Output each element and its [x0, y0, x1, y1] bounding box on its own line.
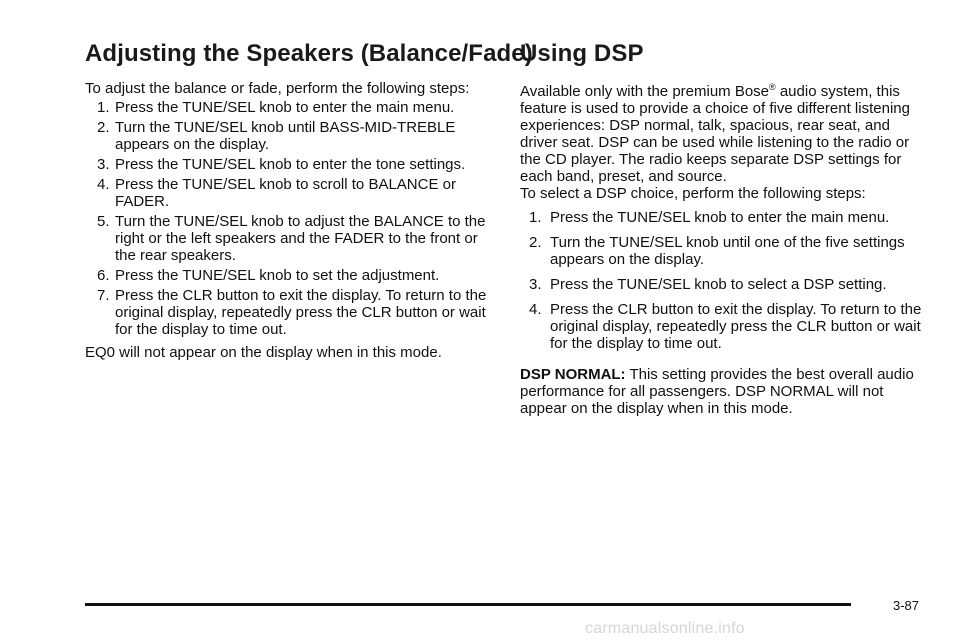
dsp-intro-steps: To select a DSP choice, perform the following steps: — [520, 185, 866, 202]
footer-rule — [85, 603, 851, 606]
eq0-note: EQ0 will not appear on the display when in this mode. — [85, 344, 442, 361]
registered-mark: ® — [769, 82, 776, 92]
watermark: carmanualsonline.info — [585, 620, 745, 637]
list-item: 1. Press the TUNE/SEL knob to enter the main menu. — [97, 99, 455, 116]
section-heading-balance-fade: Adjusting the Speakers (Balance/Fade) — [85, 40, 533, 67]
left-column — [85, 40, 533, 361]
dsp-intro: Available only with the premium Bose® audio system, this feature is used to provide a choice of five different listening experiences: DSP normal, talk, spacious, rear seat, and driver seat. DSP can be used while listening to the radio or the CD player. The radio keeps separate DSP settings for each band, preset, and source. — [520, 82, 910, 185]
list-item: 1. Press the TUNE/SEL knob to enter the main menu. — [529, 209, 890, 226]
list-item: 3. Press the TUNE/SEL knob to enter the tone settings. — [97, 156, 466, 173]
right-column — [520, 40, 930, 417]
dsp-normal-label: DSP NORMAL: — [520, 366, 626, 383]
list-item: 4. Press the CLR button to exit the display. To return to the original display, repeatedly press the CLR button or wait for the display to time out. — [529, 301, 922, 352]
balance-intro: To adjust the balance or fade, perform the following steps: — [85, 80, 470, 97]
list-item: 5. Turn the TUNE/SEL knob to adjust the BALANCE to the right or the left speakers and the FADER to the front or the rear speakers. — [97, 213, 486, 264]
list-item: 4. Press the TUNE/SEL knob to scroll to BALANCE or FADER. — [97, 176, 456, 210]
list-item: 2. Turn the TUNE/SEL knob until one of the five settings appears on the display. — [529, 234, 905, 268]
list-item: 6. Press the TUNE/SEL knob to set the adjustment. — [97, 267, 440, 284]
section-heading-using-dsp: Using DSP — [520, 40, 644, 67]
dsp-normal-paragraph: DSP NORMAL: This setting provides the best overall audio performance for all passengers. DSP NORMAL will not appear on the display when in this mode. — [520, 366, 914, 417]
list-item: 2. Turn the TUNE/SEL knob until BASS-MID-TREBLE appears on the display. — [97, 119, 456, 153]
page-number: 3-87 — [893, 598, 920, 613]
list-item: 3. Press the TUNE/SEL knob to select a DSP setting. — [529, 276, 887, 293]
balance-steps-list — [85, 99, 495, 338]
dsp-steps-list — [520, 209, 930, 352]
list-item: 7. Press the CLR button to exit the display. To return to the original display, repeatedly press the CLR button or wait for the display to time out. — [97, 287, 487, 338]
